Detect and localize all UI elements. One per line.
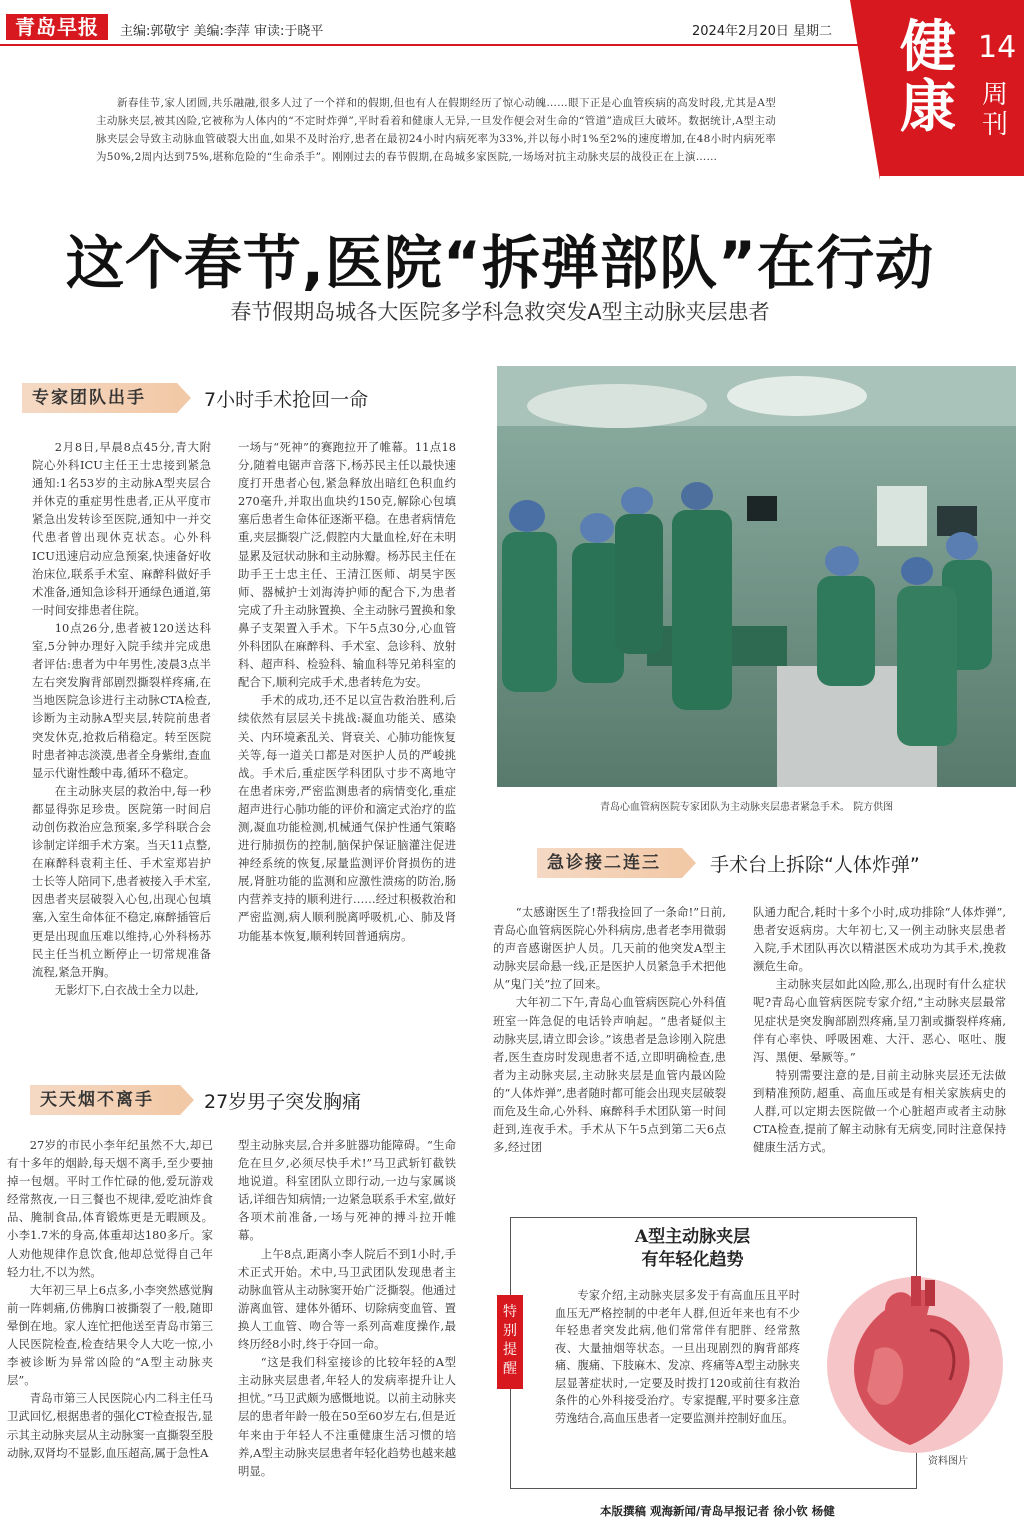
paragraph: “这是我们科室接诊的比较年轻的A型主动脉夹层患者,年轻人的发病率提升让人担忧。”马卫武颇为感慨地说。以前主动脉夹层的患者年龄一般在50至60岁左右,但是近年来由于年轻人不注重健康生活习惯的培养,A型主动脉夹层患者年轻化趋势也越来越明显。 — [238, 1355, 456, 1478]
surgery-photo — [497, 366, 1016, 787]
newspaper-logo: 青岛早报 — [6, 14, 108, 40]
section-name: 健康 — [900, 15, 956, 140]
byline: 本版撰稿 观海新闻/青岛早报记者 徐小钦 杨健 — [600, 1504, 835, 1518]
paragraph: 队通力配合,耗时十多个小时,成功排除“人体炸弹”,患者安返病房。大年初七,又一例主动脉夹层患者入院,手术团队再次以精湛医术成功为其手术,挽救濒危生命。 — [753, 905, 1006, 974]
page-subheadline: 春节假期岛城各大医院多学科急救突发A型主动脉夹层患者 — [230, 300, 770, 324]
paragraph: 主动脉夹层如此凶险,那么,出现时有什么症状呢?青岛心血管病医院专家介绍,“主动脉夹层最常见症状是突发胸部剧烈疼痛,呈刀割或撕裂样疼痛,伴有心率快、呼吸困难、大汗、恶心、呕吐、腹泻、黑便、晕厥等。” — [753, 977, 1006, 1064]
paragraph: 大年初二下午,青岛心血管病医院心外科值班室一阵急促的电话铃声响起。“患者疑似主动脉夹层,请立即会诊。”该患者是急诊刚入院患者,医生查房时发现患者不适,立即明确检查,患者为主动脉夹层,主动脉夹层是血管内最凶险的“人体炸弹”,患者随时都可能会出现夹层破裂而危及生命,心外科、麻醉科手术团队第一时间赶到,连夜手术。手术从下午5点到第二天6点多,经过团 — [493, 995, 726, 1155]
paragraph: 无影灯下,白衣战士全力以赴, — [54, 982, 199, 997]
issue-date: 2024年2月20日 星期二 — [692, 24, 833, 39]
paragraph: 27岁的市民小李年纪虽然不大,却已有十多年的烟龄,每天烟不离手,至少要抽掉一包烟。平时工作忙碌的他,爱玩游戏经常熬夜,一日三餐也不规律,爱吃油炸食品、腌制食品,体育锻炼更是无暇顾及。小李1.7米的身高,体重却达180多斤。家人劝他规律作息饮食,他却总觉得自己年轻力壮,不以为然。 — [7, 1138, 213, 1279]
paragraph: 在主动脉夹层的救治中,每一秒都显得弥足珍贵。医院第一时间启动创伤救治应急预案,多学科联合会诊制定详细手术方案。当天11点整,在麻醉科袁莉主任、手术室郑岩护士长等人陪同下,患者被接入手术室,因患者夹层破裂入心包,出现心包填塞,入室生命体征不稳定,麻醉插管后更是出现血压难以维持,心外科杨苏民主任当机立断停止一切常规准备流程,紧急开胸。 — [32, 783, 211, 979]
heart-illustration — [815, 1270, 1015, 1460]
sidebar-label: 特别提醒 — [497, 1295, 523, 1389]
section1-tag: 专家团队出手 — [22, 383, 177, 413]
section-type: 周刊 — [982, 80, 1009, 140]
paragraph: 青岛市第三人民医院心内二科主任马卫武回忆,根据患者的强化CT检查报告,显示其主动脉夹层从主动脉窦一直撕裂至股动脉,双肾均不显影,血压超高,属于急性A — [7, 1391, 213, 1460]
section2-column-1 — [7, 1136, 213, 1462]
sidebar-text: 专家介绍,主动脉夹层多发于有高血压且平时血压无严格控制的中老年人群,但近年来也有不少年轻患者突发此病,他们常常伴有肥胖、经常熬夜、大量抽烟等状态。一旦出现剧烈的胸背部疼痛、腹痛、下肢麻木、发凉、疼痛等A型主动脉夹层显著症状时,一定要及时拨打120或前往有救治条件的心外科接受治疗。专家提醒,平时要多注意劳逸结合,高血压患者一定要监测并控制好血压。 — [555, 1289, 800, 1425]
section1-column-1 — [32, 438, 211, 999]
section3-column-2 — [753, 903, 1006, 1156]
paragraph: “太感谢医生了!帮我捡回了一条命!”日前,青岛心血管病医院心外科病房,患者老李用微弱的声音感谢医护人员。几天前的他突发A型主动脉夹层命悬一线,正是医护人员紧急手术把他从“鬼门关”拉了回来。 — [493, 905, 726, 992]
sidebar-title-line1: A型主动脉夹层 — [634, 1227, 751, 1247]
page-headline: 这个春节,医院“拆弹部队”在行动 — [65, 229, 935, 297]
paragraph: 型主动脉夹层,合并多脏器功能障碍。“生命危在旦夕,必须尽快手术!”马卫武斩钉截铁地说道。科室团队立即行动,一边与家属谈话,详细告知病情;一边紧急联系手术室,做好各项术前准备,一场与死神的搏斗拉开帷幕。 — [238, 1138, 456, 1243]
image-caption: 资料图片 — [928, 1456, 968, 1467]
surgery-photo-illustration — [497, 366, 1016, 787]
paragraph: 10点26分,患者被120送达科室,5分钟办理好入院手续并完成患者评估:患者为中年男性,凌晨3点半左右突发胸背部剧烈撕裂样疼痛,在当地医院急诊进行主动脉CTA检查,诊断为主动脉A型夹层,转院前患者突发休克,抢救后稍稳定。转至医院时患者神志淡漠,患者全身紫绀,查血显示代谢性酸中毒,循环不稳定。 — [32, 620, 211, 780]
editors-credit: 主编:郭敬宇 美编:李萍 审读:于晓平 — [120, 24, 324, 39]
intro-paragraph: 新春佳节,家人团圆,共乐融融,很多人过了一个祥和的假期,但也有人在假期经历了惊心动魄……眼下正是心血管疾病的高发时段,尤其是A型主动脉夹层,被其凶险,它被称为人体内的“不定时炸弹”,平时看着和健康人无异,一旦发作便会对生命的“管道”造成巨大破坏。数据统计,A型主动脉夹层会导致主动脉血管破裂大出血,如果不及时治疗,患者在最初24小时内病死率为33%,并以每小时1%至2%的速度增加,在48小时内病死率为50%,2周内达到75%,堪称危险的“生命杀手”。刚刚过去的春节假期,在岛城多家医院,一场场对抗主动脉夹层的战役正在上演…… — [96, 97, 776, 163]
section2-tag: 天天烟不离手 — [30, 1085, 180, 1115]
section3-title: 手术台上拆除“人体炸弹” — [710, 854, 920, 876]
paragraph: 一场与“死神”的赛跑拉开了帷幕。11点18分,随着电锯声音落下,杨苏民主任以最快速度打开患者心包,紧急释放出暗红色积血约270毫升,并取出血块约150克,解除心包填塞后患者生命体征逐渐平稳。在患者病情危重,夹层撕裂广泛,假腔内大量血栓,好在未明显累及冠状动脉和主动脉瓣。杨苏民主任在助手王士忠主任、王清江医师、胡昊宇医师、器械护士刘海涛护师的配合下,为患者完成了升主动脉置换、全主动脉弓置换和象鼻子支架置入手术。下午5点30分,心血管外科团队在麻醉科、手术室、急诊科、放射科、超声科、检验科、输血科等兄弟科室的配合下,顺利完成手术,患者转危为安。 — [238, 440, 456, 690]
section1-column-2 — [238, 438, 456, 945]
paragraph: 上午8点,距离小李人院后不到1小时,手术正式开始。术中,马卫武团队发现患者主动脉血管从主动脉窦开始广泛撕裂。他通过游离血管、建体外循环、切除病变血管、置换人工血管、吻合等一系列高难度操作,最终历经8小时,终于夺回一命。 — [238, 1246, 456, 1352]
section2-title: 27岁男子突发胸痛 — [204, 1091, 362, 1113]
heart-icon — [815, 1270, 1015, 1460]
section1-tag-arrow — [177, 383, 191, 413]
masthead-divider — [0, 44, 860, 46]
section2-column-2 — [238, 1136, 456, 1480]
page-number: 14 — [978, 30, 1017, 65]
section3-column-1 — [493, 903, 726, 1156]
paragraph: 2月8日,早晨8点45分,青大附院心外科ICU主任王士忠接到紧急通知:1名53岁的主动脉A型夹层合并休克的重症男性患者,正从平度市紧急出发转诊至医院,通知中一并交代患者曾出现休克状态。心外科ICU迅速启动应急预案,快速备好收治床位,联系手术室、麻醉科做好手术准备,通知急诊科开通绿色通道,第一时间安排患者住院。 — [32, 440, 211, 617]
section1-title: 7小时手术抢回一命 — [204, 389, 369, 411]
section-flag-wedge — [850, 0, 880, 180]
sidebar-title — [520, 1226, 865, 1272]
paragraph: 特别需要注意的是,目前主动脉夹层还无法做到精准预防,超重、高血压或是有相关家族病史的人群,可以定期去医院做一个心脏超声或者主动脉CTA检查,提前了解主动脉有无病变,同时注意保持健康生活方式。 — [753, 1067, 1006, 1155]
section2-tag-arrow — [180, 1085, 194, 1115]
paragraph: 手术的成功,还不足以宣告救治胜利,后续依然有层层关卡挑战:凝血功能关、感染关、内环境紊乱关、肾衰关、心肺功能恢复关等,每一道关口都是对医护人员的严峻挑战。手术后,重症医学科团队寸步不离地守在患者床旁,严密监测患者的病情变化,重症超声进行心肺功能的评价和滴定式治疗的监测,凝血功能检测,机械通气保护性通气策略进行肺损伤的控制,脑保护保证脑灌注促进神经系统的恢复,尿量监测评价肾损伤的进展,肾脏功能的监测和应激性溃疡的防治,肠内营养支持的顺利进行……经过积极救治和严密监测,病人顺利脱离呼吸机,心、肺及肾功能基本恢复,顺利转回普通病房。 — [238, 693, 456, 943]
section3-tag: 急诊接二连三 — [537, 848, 682, 878]
section3-tag-arrow — [682, 848, 696, 878]
paragraph: 大年初三早上6点多,小李突然感觉胸前一阵刺痛,仿佛胸口被撕裂了一般,随即晕倒在地。家人连忙把他送至青岛市第三人民医院检查,检查结果令人大吃一惊,小李被诊断为异常凶险的“A型主动脉夹层”。 — [7, 1282, 213, 1388]
photo-caption: 青岛心血管病医院专家团队为主动脉夹层患者紧急手术。 院方供图 — [600, 802, 894, 813]
sidebar-title-line2: 有年轻化趋势 — [641, 1250, 744, 1270]
